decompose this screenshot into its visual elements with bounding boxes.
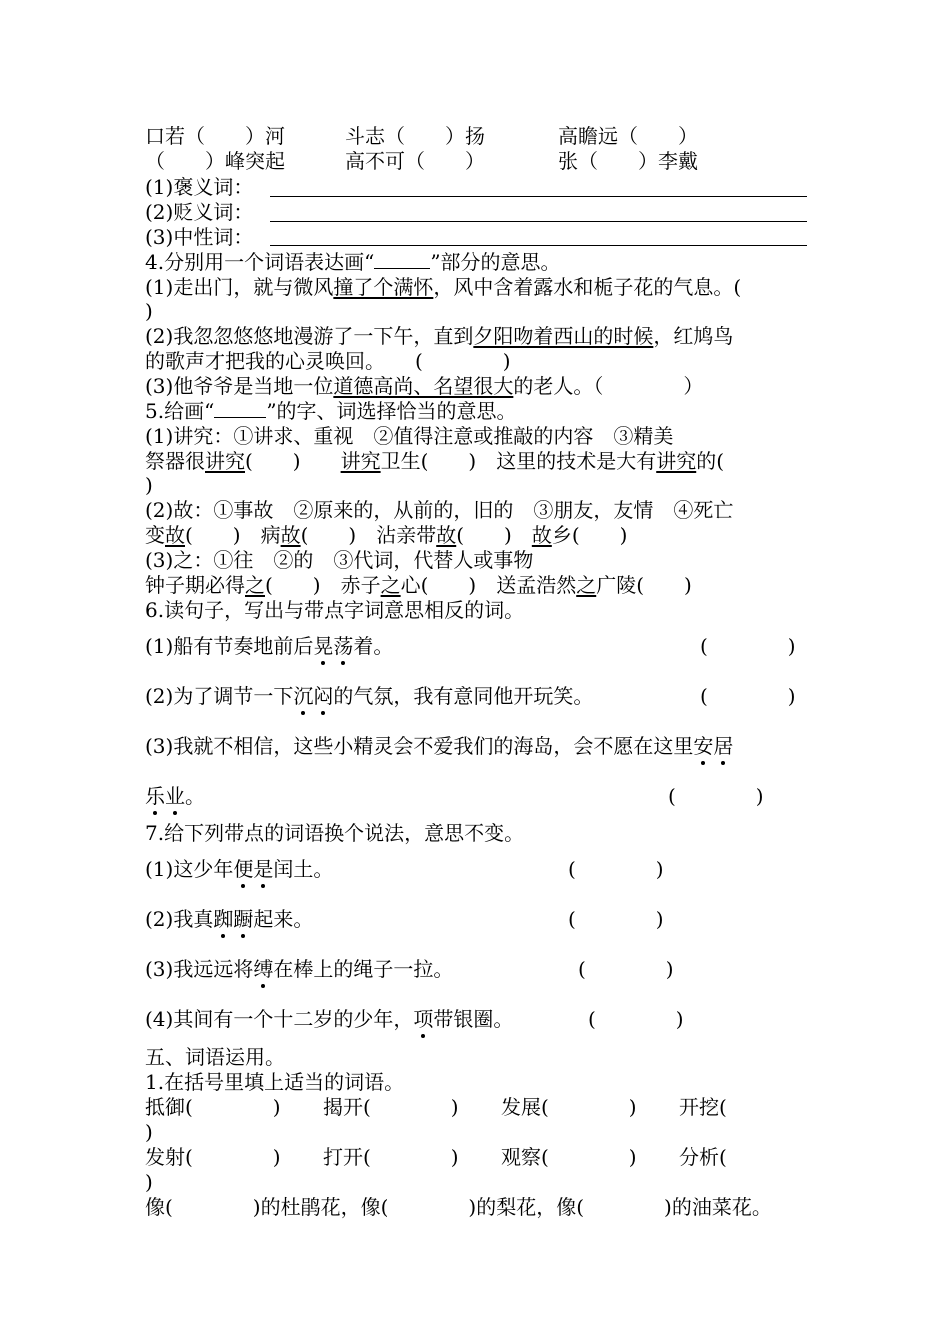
q7-answer-2[interactable]: ( ) (568, 907, 664, 931)
q7-answer-3[interactable]: ( ) (578, 957, 674, 981)
section-5-row-2-close: ) (145, 1170, 153, 1194)
q3-word: 高不可（ ） (345, 149, 485, 173)
fill-blank-item[interactable]: 观察( ) (501, 1145, 637, 1169)
q5-part-2-meanings: (2)故：①事故 ②原来的，从前的，旧的 ③朋友，友情 ④死亡 (145, 498, 734, 522)
q7-sentence-1: (1)这少年便是闰土。 (145, 857, 334, 881)
answer-line[interactable] (270, 245, 807, 246)
q5-part-1-items: 祭器很讲究( ) 讲究卫生( ) 这里的技术是大有讲究的( (145, 449, 725, 473)
q4-sentence-3: (3)他爷爷是当地一位道德高尚、名望很大的老人。（ ） (145, 374, 704, 398)
section-5-title: 五、词语运用。 (145, 1045, 285, 1069)
q3-label-derogatory: (2)贬义词： (145, 200, 254, 224)
q6-sentence-1: (1)船有节奏地前后晃荡着。 (145, 634, 394, 658)
answer-line[interactable] (270, 221, 807, 222)
fill-blank-item[interactable]: 开挖( (679, 1095, 727, 1119)
q3-label-commendatory: (1)褒义词： (145, 175, 254, 199)
q5-part-3-meanings: (3)之：①往 ②的 ③代词，代替人或事物 (145, 548, 534, 572)
q5-part-2-items: 变故( ) 病故( ) 沾亲带故( ) 故乡( ) (145, 523, 628, 547)
q6-sentence-3: (3)我就不相信，这些小精灵会不爱我们的海岛，会不愿在这里安居 (145, 734, 734, 758)
q7-answer-4[interactable]: ( ) (588, 1007, 684, 1031)
q3-word: 张（ ）李戴 (558, 149, 698, 173)
q6-answer-3[interactable]: ( ) (668, 784, 764, 808)
q3-label-neutral: (3)中性词： (145, 225, 254, 249)
q7-sentence-4: (4)其间有一个十二岁的少年，项带银圈。 (145, 1007, 514, 1031)
section-5-row-1-close: ) (145, 1120, 153, 1144)
fill-blank-item[interactable]: 发展( ) (501, 1095, 637, 1119)
q6-sentence-2: (2)为了调节一下沉闷的气氛，我有意同他开玩笑。 (145, 684, 594, 708)
underline-sample (214, 417, 266, 418)
q4-sentence-1: (1)走出门，就与微风撞了个满怀，风中含着露水和栀子花的气息。( (145, 275, 742, 299)
q5-title: 5.给画“ ”的字、词选择恰当的意思。 (145, 399, 517, 423)
section-5-flower-sentence[interactable]: 像( )的杜鹃花，像( )的梨花，像( )的油菜花。 (145, 1195, 772, 1219)
fill-blank-item[interactable]: 揭开( ) (323, 1095, 459, 1119)
q7-answer-1[interactable]: ( ) (568, 857, 664, 881)
q7-sentence-2: (2)我真踟蹰起来。 (145, 907, 314, 931)
q4-sentence-2: (2)我忽忽悠悠地漫游了一下午，直到夕阳吻着西山的时候，红鸠鸟 (145, 324, 734, 348)
q6-sentence-3-cont: 乐业。 (145, 784, 205, 808)
fill-blank-item[interactable]: 分析( (679, 1145, 727, 1169)
fill-blank-item[interactable]: 发射( ) (145, 1145, 281, 1169)
q4-sentence-1-close: ) (145, 299, 153, 323)
q6-answer-2[interactable]: ( ) (700, 684, 796, 708)
q5-part-1-meanings: (1)讲究：①讲求、重视 ②值得注意或推敲的内容 ③精美 (145, 424, 674, 448)
q3-word: 高瞻远（ ） (558, 124, 698, 148)
q5-part-3-items: 钟子期必得之( ) 赤子之心( ) 送孟浩然之广陵( ) (145, 573, 692, 597)
section-5-q1-title: 1.在括号里填上适当的词语。 (145, 1070, 405, 1094)
q6-title: 6.读句子，写出与带点字词意思相反的词。 (145, 598, 525, 622)
q4-title: 4.分别用一个词语表达画“ ”部分的意思。 (145, 250, 561, 274)
underline-sample (374, 268, 430, 269)
q3-word: （ ）峰突起 (145, 149, 285, 173)
fill-blank-item[interactable]: 打开( ) (323, 1145, 459, 1169)
q3-word: 斗志（ ）扬 (345, 124, 485, 148)
q3-word: 口若（ ）河 (145, 124, 285, 148)
q7-sentence-3: (3)我远远将缚在棒上的绳子一拉。 (145, 957, 454, 981)
q5-part-1-close: ) (145, 473, 153, 497)
answer-line[interactable] (270, 196, 807, 197)
q7-title: 7.给下列带点的词语换个说法，意思不变。 (145, 821, 525, 845)
fill-blank-item[interactable]: 抵御( ) (145, 1095, 281, 1119)
q6-answer-1[interactable]: ( ) (700, 634, 796, 658)
q4-sentence-2-cont: 的歌声才把我的心灵唤回。 ( ) (145, 349, 511, 373)
